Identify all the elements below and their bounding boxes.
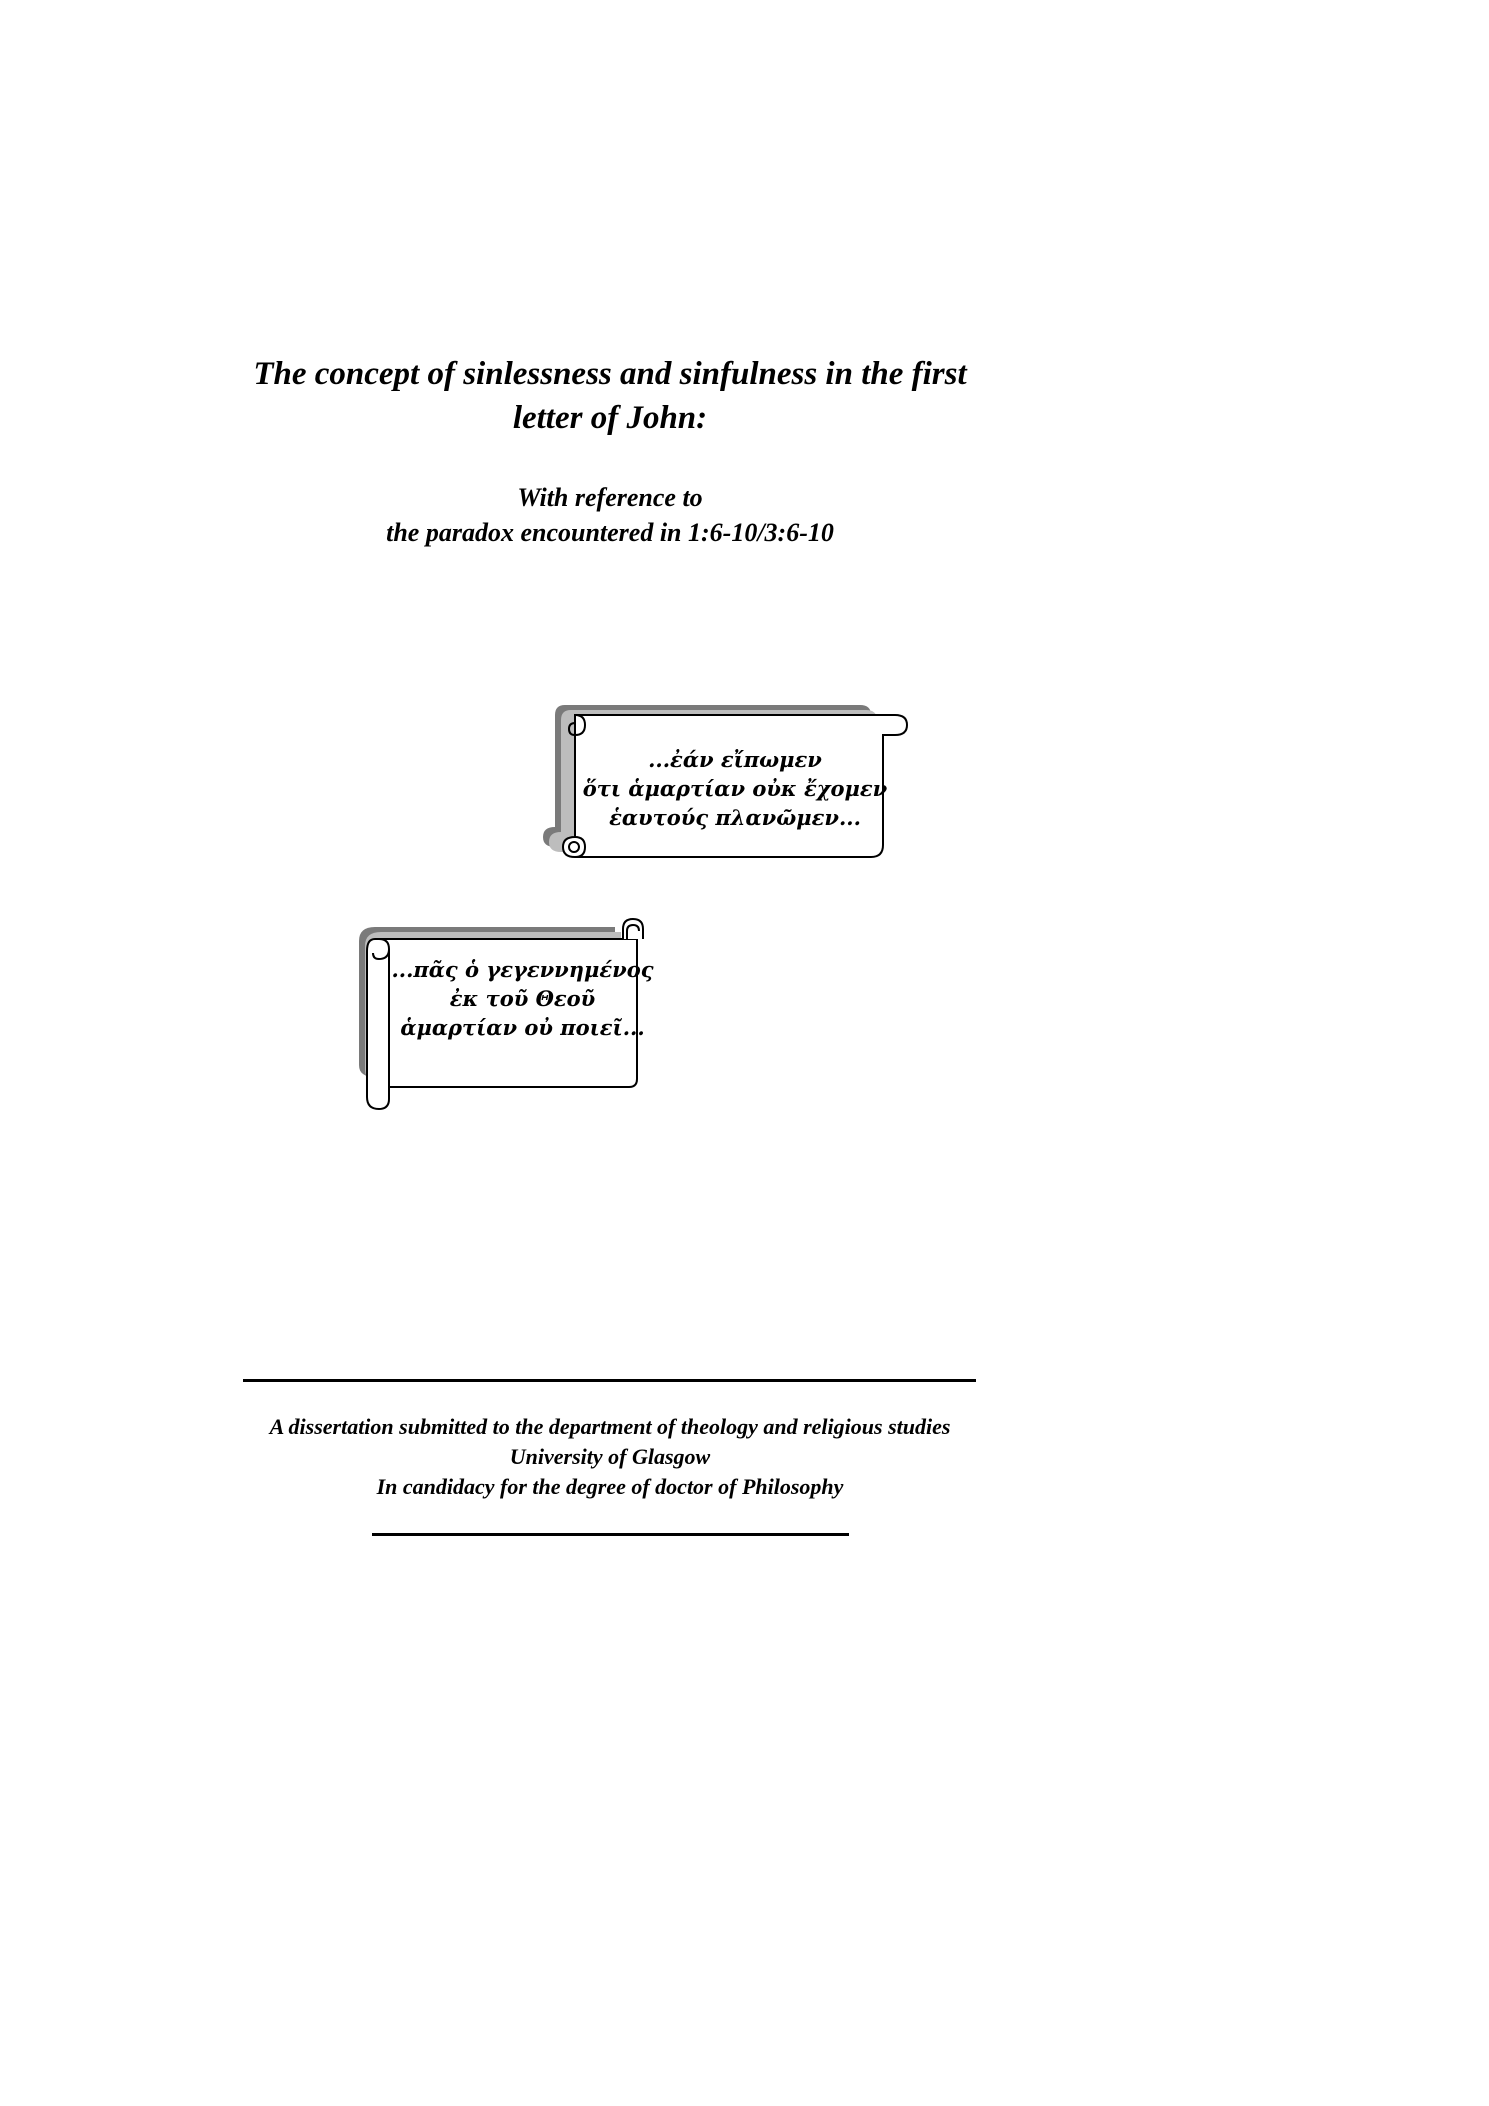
scroll-1-text [575, 745, 895, 832]
divider-bottom [372, 1533, 849, 1536]
subtitle-line-1: With reference to [517, 483, 703, 512]
greek-quote-scroll-1 [545, 695, 915, 870]
title-line-1: The concept of sinlessness and sinfulness in the first [253, 356, 967, 392]
submission-line-3: In candidacy for the degree of doctor of Philosophy [376, 1474, 844, 1499]
submission-line-2: University of Glasgow [509, 1444, 711, 1469]
scroll-2-line-3: ἁμαρτίαν οὐ ποιεῖ... [400, 1015, 645, 1040]
scroll-2-line-1: ...πᾶς ὁ γεγεννημένος [391, 957, 654, 982]
divider-top [243, 1379, 976, 1382]
scroll-1-line-3: ἑαυτούς πλανῶμεν... [609, 805, 861, 830]
scroll-2-line-2: ἐκ τοῦ Θεοῦ [449, 986, 596, 1011]
scroll-2-text [390, 955, 655, 1042]
submission-statement [120, 1412, 1100, 1502]
scroll-1-line-2: ὅτι ἁμαρτίαν οὐκ ἔχομεν [582, 776, 888, 801]
dissertation-subtitle [160, 480, 1060, 550]
greek-quote-scroll-2 [355, 905, 655, 1110]
dissertation-title [160, 352, 1060, 440]
scroll-1-line-1: ...ἐάν εἴπωμεν [648, 747, 822, 772]
submission-line-1: A dissertation submitted to the department of theology and religious studies [269, 1414, 951, 1439]
subtitle-line-2: the paradox encountered in 1:6-10/3:6-10 [386, 518, 834, 547]
title-line-2: letter of John: [512, 400, 708, 436]
